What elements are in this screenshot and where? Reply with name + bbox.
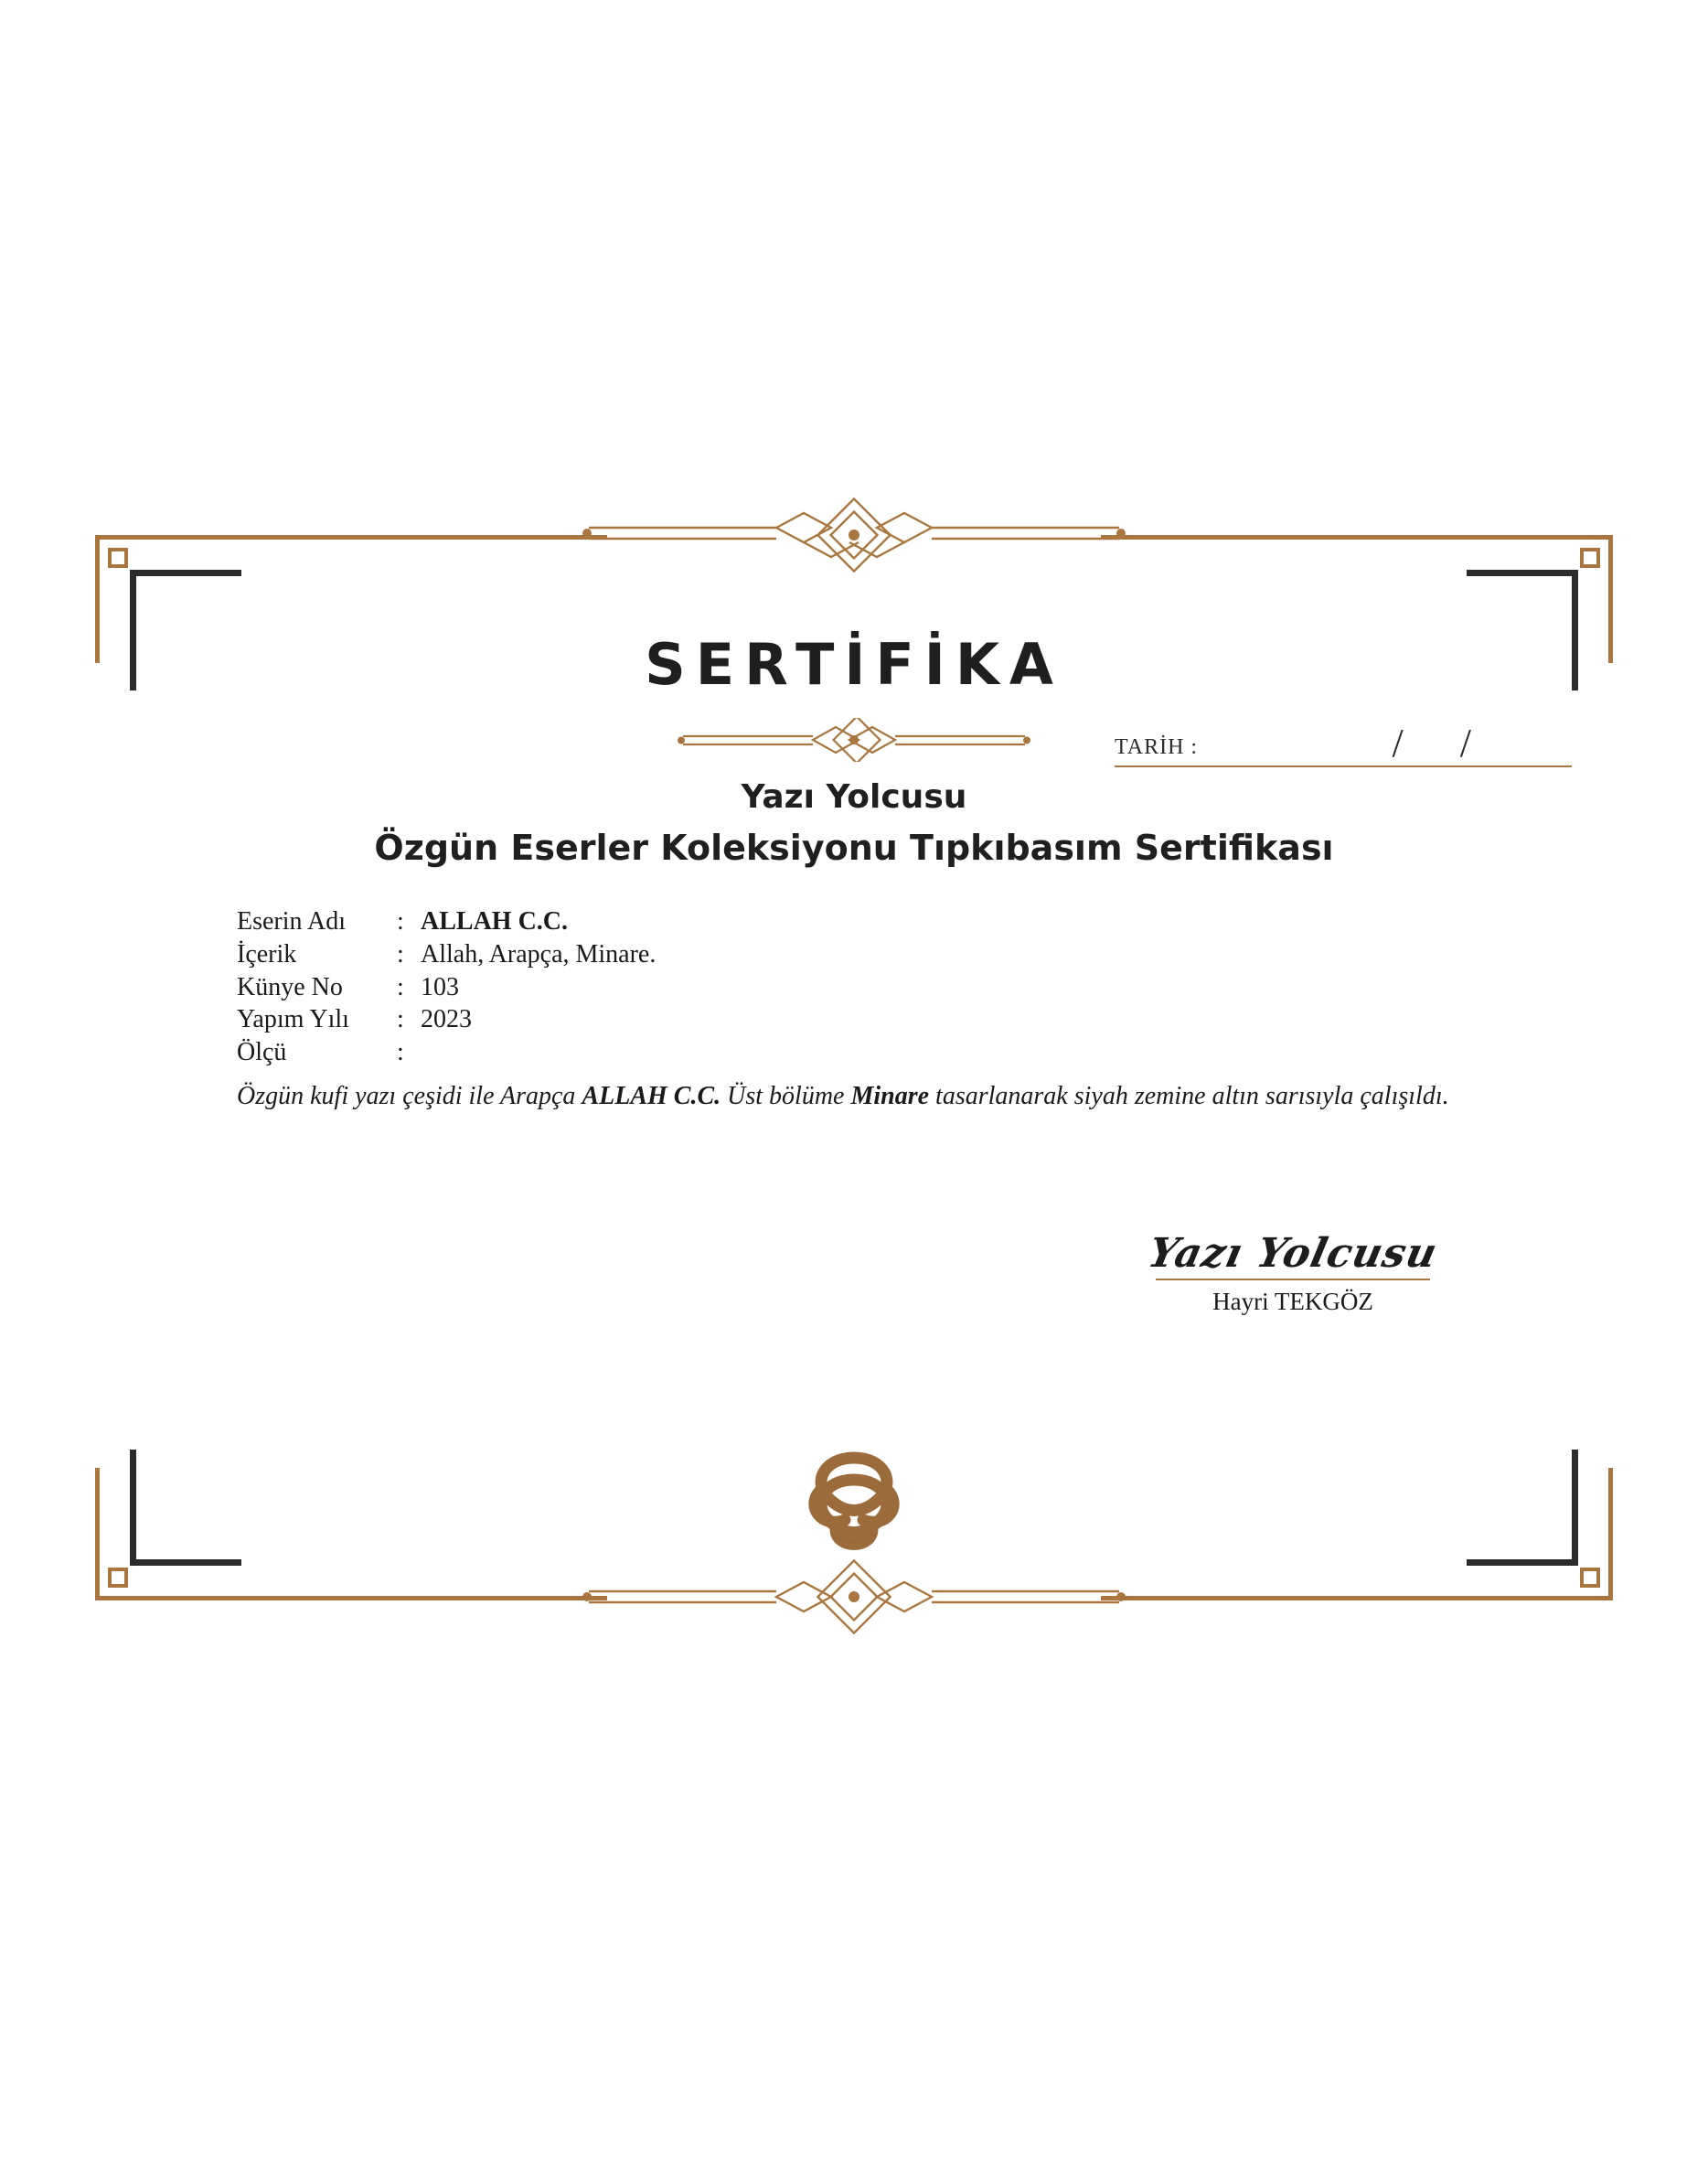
detail-colon: :: [397, 1005, 404, 1034]
detail-row: [237, 1036, 656, 1069]
date-field[interactable]: [1115, 721, 1572, 767]
detail-label: Yapım Yılı: [237, 1005, 349, 1034]
date-slashes: [1198, 721, 1572, 765]
corner-ornament-bottom-right-icon: [1580, 1568, 1600, 1588]
detail-colon: :: [397, 1038, 404, 1067]
subtitle-brand: Yazı Yolcusu: [741, 778, 967, 816]
date-slash-1: /: [1392, 721, 1404, 765]
detail-label: Eserin Adı: [237, 907, 346, 936]
detail-value: 2023: [421, 1005, 472, 1034]
date-slash-2: /: [1459, 721, 1471, 765]
detail-colon: :: [397, 907, 404, 936]
description-part-1: Özgün kufi yazı çeşidi ile Arapça: [237, 1082, 582, 1110]
details-list: [237, 905, 656, 1069]
description-bold-1: ALLAH C.C.: [582, 1082, 721, 1110]
corner-ornament-top-left-icon: [108, 548, 128, 568]
description-part-2: Üst bölüme: [721, 1082, 851, 1110]
detail-row: [237, 905, 656, 938]
certificate-card: [95, 535, 1613, 1600]
corner-ornament-bottom-left-icon: [108, 1568, 128, 1588]
detail-label: Ölçü: [237, 1038, 287, 1067]
date-label: TARİH :: [1115, 734, 1199, 759]
detail-label: İçerik: [237, 939, 297, 969]
detail-colon: :: [397, 972, 404, 1001]
description-paragraph: [237, 1079, 1499, 1114]
subtitle-collection: Özgün Eserler Koleksiyonu Tıpkıbasım Sertifikası: [374, 828, 1334, 868]
signature-name: Hayri TEKGÖZ: [1212, 1288, 1373, 1315]
description-bold-2: Minare: [850, 1082, 930, 1110]
description-part-3: tasarlanarak siyah zemine altın sarısıyla çalışıldı.: [929, 1082, 1449, 1110]
mid-ornament-icon: [676, 718, 1032, 762]
detail-value: ALLAH C.C.: [421, 907, 569, 936]
detail-row: [237, 1003, 656, 1036]
signature-underline: [1156, 1279, 1430, 1280]
top-ornament-icon: [580, 493, 1128, 577]
signature-script: Yazı Yolcusu: [1144, 1230, 1442, 1277]
corner-ornament-top-right-icon: [1580, 548, 1600, 568]
detail-label: Künye No: [237, 972, 343, 1001]
knot-emblem-icon: [772, 1441, 936, 1579]
page-title: SERTİFİKA: [645, 631, 1063, 698]
detail-row: [237, 938, 656, 971]
detail-colon: :: [397, 939, 404, 969]
detail-row: [237, 971, 656, 1004]
detail-value: Allah, Arapça, Minare.: [421, 939, 657, 969]
detail-value: 103: [421, 972, 459, 1001]
signature-block: [1101, 1230, 1485, 1316]
